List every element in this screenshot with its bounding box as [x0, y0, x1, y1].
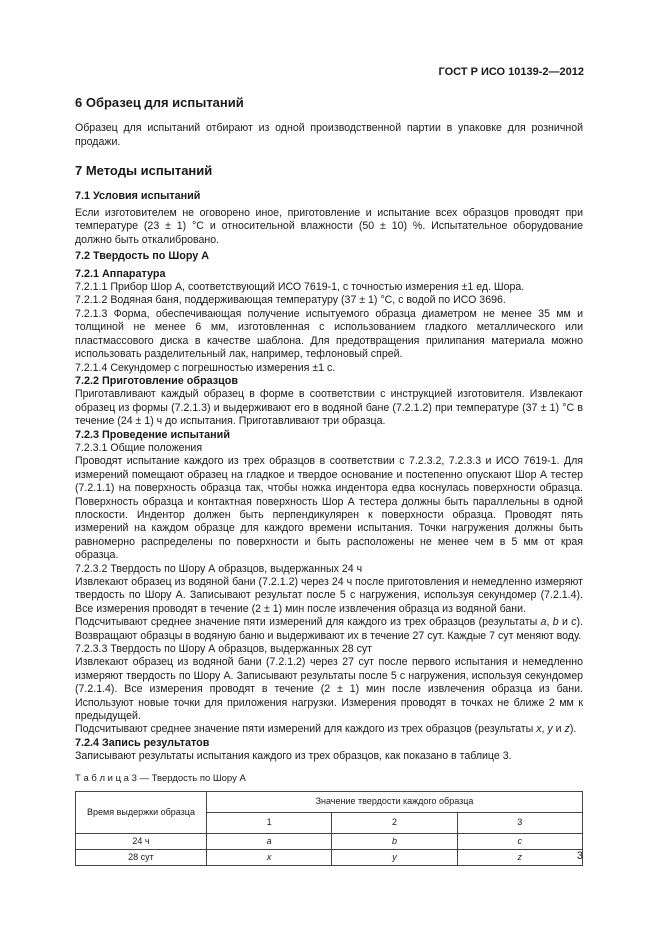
separator: и: [552, 723, 565, 736]
page-number: 3: [576, 850, 583, 862]
table-cell: [332, 850, 457, 866]
item-7-2-1-2: 7.2.1.2 Водяная баня, поддерживающая температуру (37 ± 1) °С, с водой по ИСО 3696.: [75, 294, 506, 307]
hardness-table: [75, 791, 583, 866]
section-7-2-4-title: 7.2.4 Запись результатов: [75, 736, 210, 749]
section-7-title: 7 Методы испытаний: [75, 163, 213, 179]
section-6-title: 6 Образец для испытаний: [75, 95, 244, 110]
section-7-2-3-3-title: 7.2.3.3 Твердость по Шору А образцов, выдержанных 28 сут: [75, 643, 373, 656]
cell-value: x: [266, 851, 272, 862]
section-7-2-4-text: Записывают результаты испытания каждого из трех образцов, как показано в таблице 3.: [75, 750, 512, 763]
section-7-1-title: 7.1 Условия испытаний: [75, 189, 201, 202]
table-row: [76, 850, 583, 866]
var-b: b: [552, 616, 559, 629]
table-cell: [207, 834, 332, 850]
document-code: ГОСТ Р ИСО 10139-2—2012: [438, 66, 584, 78]
results-text-end: ).: [569, 723, 577, 736]
item-7-2-1-4: 7.2.1.4 Секундомер с погрешностью измерения ±1 с.: [75, 361, 336, 374]
item-7-2-1-1: 7.2.1.1 Прибор Шор А, соответствующий ИСО 7619-1, с точностью измерения ±1 ед. Шора.: [75, 281, 525, 294]
section-7-2-3-3-text: Извлекают образец из водяной бани (7.2.1.2) через 27 сут после первого испытания и немедленно измеряют твердость по Шору А. Записывают результаты после 5 с нагружения, используя секундомер (7.2.1.4). Все измерения проводят в течение (2 ± 1) мин после извлечения образца из бани. Используют новые точки для приложения нагрузки. Измерения проводят в точках не ближе 2 мм к предыдущей.: [75, 656, 583, 723]
table-header-col-3: 3: [457, 813, 582, 834]
var-x: x: [536, 723, 542, 736]
section-7-2-2-title: 7.2.2 Приготовление образцов: [75, 374, 239, 387]
table-cell: [457, 834, 582, 850]
table-header-group: Значение твердости каждого образца: [207, 792, 583, 813]
separator: ,: [546, 616, 553, 629]
table-caption: Т а б л и ц а 3 — Твердость по Шору А: [75, 772, 246, 784]
table-cell: [457, 850, 582, 866]
table-header-time: Время выдержки образца: [76, 792, 207, 834]
table-row: [76, 834, 583, 850]
separator: и: [558, 616, 572, 629]
section-7-2-title: 7.2 Твердость по Шору А: [75, 250, 210, 263]
var-a: a: [540, 616, 547, 629]
section-7-2-3-1-text: Проводят испытание каждого из трех образцов в соответствии с 7.2.3.2, 7.2.3.3 и ИСО 7619-1. Для измерений помещают образец на гладкое и твердое основание и постепенно опускают Шор А тестер (7.2.1.1) на поверхность образца так, чтобы ножка индентора едва коснулась поверхности образца. Поверхность образца и контактная поверхность Шор А тестера должны быть параллельны в одной плоскости. Индентор должен быть перпендикулярен к поверхности образца. Проводят пять измерений на каждом образце для каждого времени испытания. Точки нагружения должны быть равномерно распределены по поверхности и быть расположены не менее чем в 5 мм от края образца.: [75, 455, 583, 562]
cell-value: b: [391, 835, 397, 846]
separator: ,: [541, 723, 548, 736]
var-y: y: [547, 723, 553, 736]
cell-value: a: [266, 835, 272, 846]
table-cell: [332, 834, 457, 850]
table-header-col-1: 1: [207, 813, 332, 834]
results-text-start: Подсчитывают среднее значение пяти измерений для каждого из трех образцов (результаты: [75, 616, 541, 629]
results-text-start: Подсчитывают среднее значение пяти измерений для каждого из трех образцов (результаты: [75, 723, 537, 736]
results-text-end: ). Возвращают образцы в водяную баню и выдерживают их в течение 27 сут. Каждые 7 сут меняют воду.: [75, 616, 583, 642]
cell-value: z: [517, 851, 523, 862]
section-7-2-3-3-results: [75, 723, 583, 736]
var-c: c: [571, 616, 577, 629]
section-7-2-3-2-title: 7.2.3.2 Твердость по Шору А образцов, выдержанных 24 ч: [75, 562, 363, 575]
section-7-2-2-text: Приготавливают каждый образец в форме в соответствии с инструкцией изготовителя. Извлекают образец из формы (7.2.1.3) и выдерживают его в водяной бане (7.2.1.2) при температуре (37 ± 1) °С в течение (24 ± 1) ч до испытания. Приготавливают три образца.: [75, 388, 583, 428]
section-7-2-3-1-title: 7.2.3.1 Общие положения: [75, 441, 203, 454]
cell-value: c: [517, 835, 523, 846]
section-7-1-text: Если изготовителем не оговорено иное, приготовление и испытание всех образцов проводят при температуре (23 ± 1) °С и относительной влажности (50 ± 10) %. Испытательное оборудование должно быть откалибровано.: [75, 207, 583, 246]
document-body: [75, 96, 583, 866]
item-7-2-1-3: 7.2.1.3 Форма, обеспечивающая получение испытуемого образца диаметром не менее 35 мм и толщиной не менее 6 мм, изготовленная с использованием гладкого металлического или пластмассового диска в качестве шаблона. Для предотвращения прилипания материала можно использовать разделительный лак, например, тефлоновый спрей.: [75, 307, 583, 361]
section-7-2-3-2-results: [75, 616, 583, 643]
section-7-2-3-title: 7.2.3 Проведение испытаний: [75, 428, 230, 441]
table-cell-time: 28 сут: [76, 850, 207, 866]
table-cell: [207, 850, 332, 866]
var-z: z: [564, 723, 570, 736]
section-6-text: Образец для испытаний отбирают из одной производственной партии в упаковке для розничной продажи.: [75, 122, 583, 148]
section-7-2-3-2-text: Извлекают образец из водяной бани (7.2.1.2) через 24 ч после приготовления и немедленно измеряют твердость по Шору А. Записывают результат после 5 с нагружения, используя секундомер (7.2.1.4). Все измерения проводят в течение (2 ± 1) мин после извлечения образца из водяной бани.: [75, 576, 583, 615]
section-7-2-1-title: 7.2.1 Аппаратура: [75, 267, 166, 280]
table-cell-time: 24 ч: [76, 834, 207, 850]
table-header-col-2: 2: [332, 813, 457, 834]
cell-value: y: [392, 851, 397, 862]
